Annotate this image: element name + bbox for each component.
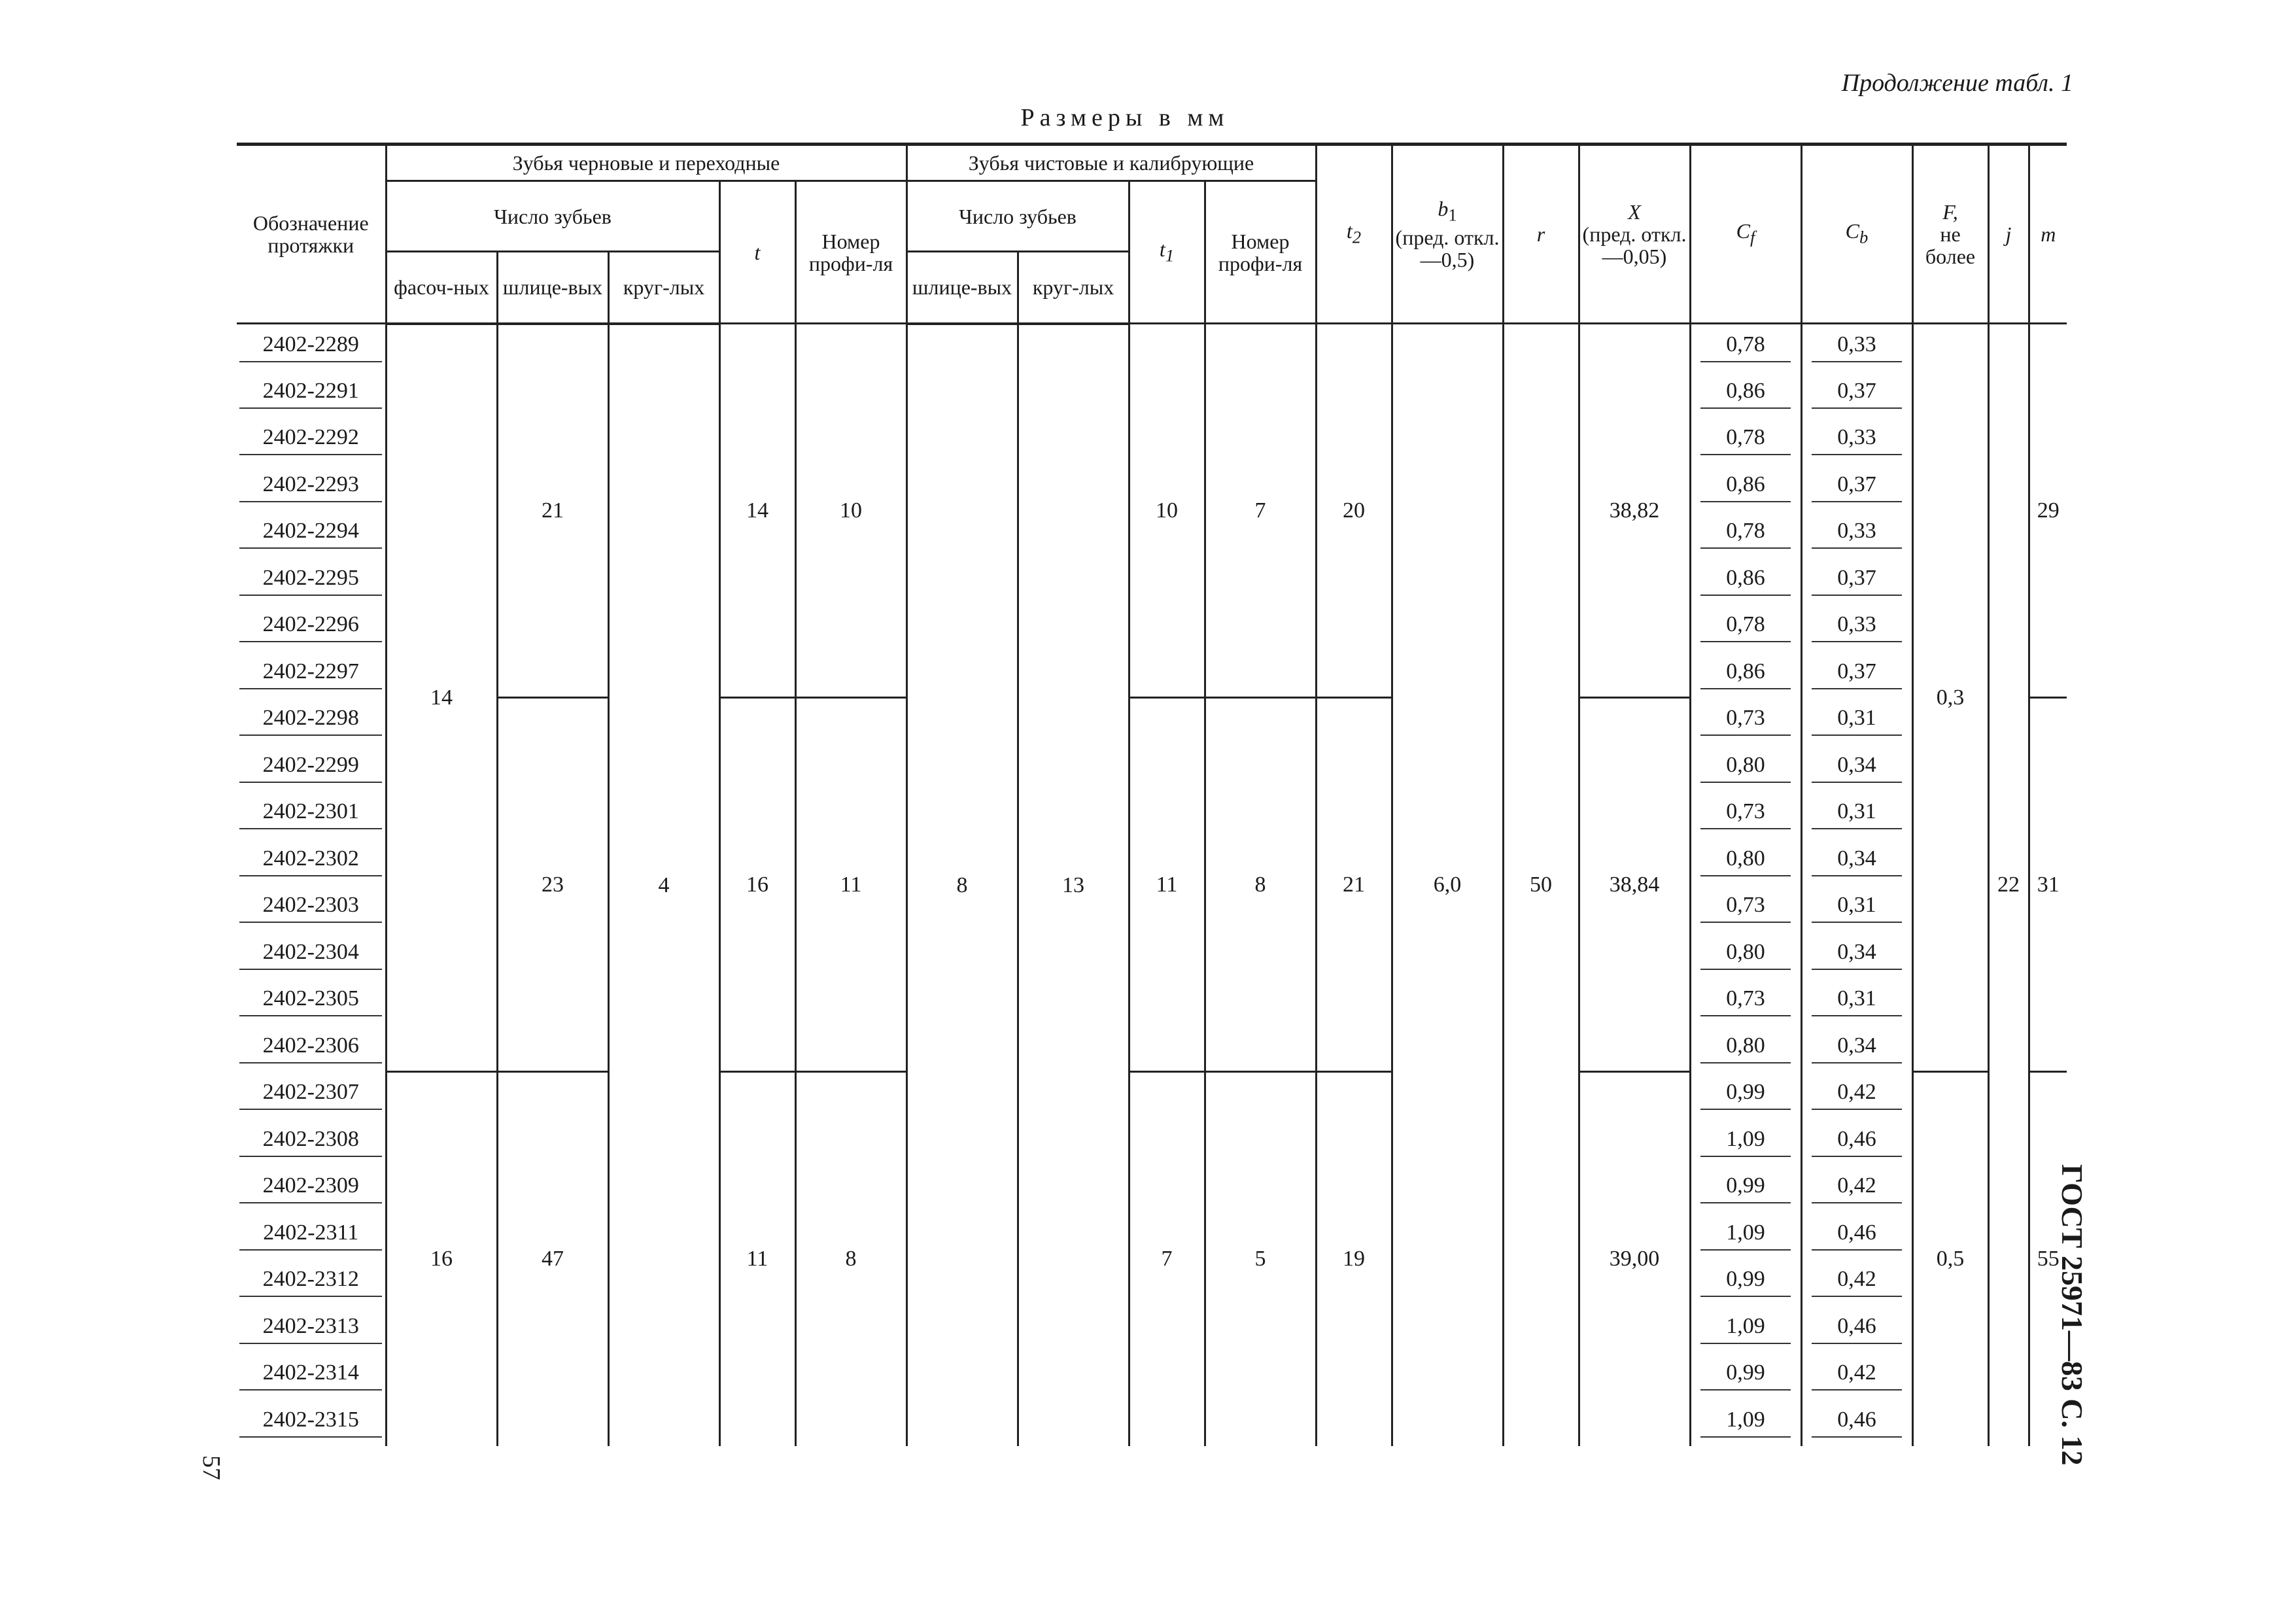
profile-finish-g2: 8 [1205, 698, 1316, 1072]
row-designation: 2402-2291 [237, 370, 386, 417]
row-cf: 0,86 [1690, 651, 1801, 698]
row-cb: 0,34 [1801, 744, 1912, 791]
row-cf: 0,80 [1690, 931, 1801, 978]
col-profile-finish: Номер профи-ля [1205, 181, 1316, 324]
row-cb: 0,33 [1801, 417, 1912, 464]
col-finish-group: Зубья чистовые и калибрующие [906, 145, 1316, 181]
row-cb: 0,31 [1801, 791, 1912, 838]
row-cf: 0,99 [1690, 1259, 1801, 1306]
row-cb: 0,37 [1801, 370, 1912, 417]
row-designation: 2402-2305 [237, 978, 386, 1026]
row-designation: 2402-2293 [237, 464, 386, 511]
round-finish-all: 13 [1018, 324, 1129, 1446]
chamfer-g12: 14 [386, 324, 497, 1072]
row-cb: 0,31 [1801, 885, 1912, 932]
col-spline-finish: шлице-вых [906, 252, 1018, 324]
row-designation: 2402-2292 [237, 417, 386, 464]
row-cf: 0,99 [1690, 1072, 1801, 1119]
row-cf: 0,80 [1690, 838, 1801, 885]
spline-finish-all: 8 [906, 324, 1018, 1446]
continuation-note: Продолжение табл. 1 [1841, 69, 2073, 97]
row-designation: 2402-2294 [237, 511, 386, 558]
row-cb: 0,42 [1801, 1166, 1912, 1213]
f-g3: 0,5 [1912, 1072, 1988, 1446]
col-cf: $C_f$ [1690, 145, 1801, 324]
col-cb: $C_b$ [1801, 145, 1912, 324]
table-row [237, 698, 2067, 745]
col-j: j [1988, 145, 2029, 324]
row-designation: 2402-2312 [237, 1259, 386, 1306]
row-cb: 0,42 [1801, 1072, 1912, 1119]
col-teeth-count: Число зубьев [386, 181, 719, 252]
table-row [237, 1072, 2067, 1119]
row-cf: 0,86 [1690, 370, 1801, 417]
x-g2: 38,84 [1579, 698, 1690, 1072]
row-designation: 2402-2313 [237, 1305, 386, 1353]
col-rough-group: Зубья черновые и переходные [386, 145, 906, 181]
table-row [237, 324, 2067, 371]
col-spline: шлице-вых [497, 252, 608, 324]
row-cb: 0,42 [1801, 1259, 1912, 1306]
row-cf: 1,09 [1690, 1212, 1801, 1259]
row-designation: 2402-2302 [237, 838, 386, 885]
row-designation: 2402-2303 [237, 885, 386, 932]
profile-g3: 8 [795, 1072, 906, 1446]
row-cb: 0,42 [1801, 1353, 1912, 1400]
col-x: X (пред. откл. —0,05) [1579, 145, 1690, 324]
page-number: 57 [198, 1455, 225, 1480]
row-cf: 0,86 [1690, 557, 1801, 604]
row-cf: 0,99 [1690, 1166, 1801, 1213]
row-cf: 0,73 [1690, 885, 1801, 932]
row-cb: 0,46 [1801, 1212, 1912, 1259]
t1-g2: 11 [1129, 698, 1205, 1072]
col-t: t [719, 181, 795, 324]
row-cb: 0,37 [1801, 651, 1912, 698]
m-g3: 55 [2029, 1072, 2067, 1446]
row-designation: 2402-2306 [237, 1025, 386, 1072]
m-g1: 29 [2029, 324, 2067, 698]
col-round: круг-лых [608, 252, 719, 324]
row-cf: 0,78 [1690, 511, 1801, 558]
x-g3: 39,00 [1579, 1072, 1690, 1446]
row-designation: 2402-2311 [237, 1212, 386, 1259]
row-cb: 0,46 [1801, 1305, 1912, 1353]
col-f: F, не более [1912, 145, 1988, 324]
row-cf: 1,09 [1690, 1305, 1801, 1353]
t1-g1: 10 [1129, 324, 1205, 698]
chamfer-g3: 16 [386, 1072, 497, 1446]
t-g1: 14 [719, 324, 795, 698]
row-cb: 0,34 [1801, 1025, 1912, 1072]
row-cf: 0,80 [1690, 1025, 1801, 1072]
col-m: m [2029, 145, 2067, 324]
row-cf: 0,86 [1690, 464, 1801, 511]
spline-g1: 21 [497, 324, 608, 698]
col-profile: Номер профи-ля [795, 181, 906, 324]
t2-g1: 20 [1316, 324, 1392, 698]
row-cb: 0,46 [1801, 1118, 1912, 1166]
col-t1: $t_1$ [1129, 181, 1205, 324]
row-designation: 2402-2297 [237, 651, 386, 698]
t2-g3: 19 [1316, 1072, 1392, 1446]
row-cb: 0,33 [1801, 511, 1912, 558]
t-g3: 11 [719, 1072, 795, 1446]
row-cf: 0,73 [1690, 791, 1801, 838]
row-cb: 0,34 [1801, 931, 1912, 978]
row-designation: 2402-2295 [237, 557, 386, 604]
row-cf: 1,09 [1690, 1399, 1801, 1446]
row-designation: 2402-2304 [237, 931, 386, 978]
f-g12: 0,3 [1912, 324, 1988, 1072]
row-designation: 2402-2314 [237, 1353, 386, 1400]
round-all: 4 [608, 324, 719, 1446]
col-t2: $t_2$ [1316, 145, 1392, 324]
row-designation: 2402-2308 [237, 1118, 386, 1166]
row-cf: 0,78 [1690, 604, 1801, 651]
row-cf: 1,09 [1690, 1118, 1801, 1166]
spline-g2: 23 [497, 698, 608, 1072]
x-g1: 38,82 [1579, 324, 1690, 698]
row-designation: 2402-2298 [237, 698, 386, 745]
row-cf: 0,73 [1690, 698, 1801, 745]
row-cb: 0,31 [1801, 698, 1912, 745]
row-cb: 0,33 [1801, 324, 1912, 371]
row-designation: 2402-2289 [237, 324, 386, 371]
r-all: 50 [1503, 324, 1579, 1446]
row-cf: 0,78 [1690, 417, 1801, 464]
row-cf: 0,73 [1690, 978, 1801, 1026]
t1-g3: 7 [1129, 1072, 1205, 1446]
spline-g3: 47 [497, 1072, 608, 1446]
row-designation: 2402-2315 [237, 1399, 386, 1446]
col-chamfer: фасоч-ных [386, 252, 497, 324]
row-cb: 0,46 [1801, 1399, 1912, 1446]
row-cb: 0,33 [1801, 604, 1912, 651]
m-g2: 31 [2029, 698, 2067, 1072]
row-cb: 0,34 [1801, 838, 1912, 885]
units-title: Размеры в мм [1020, 104, 1230, 131]
col-r: r [1503, 145, 1579, 324]
row-cf: 0,78 [1690, 324, 1801, 371]
row-designation: 2402-2299 [237, 744, 386, 791]
row-designation: 2402-2301 [237, 791, 386, 838]
row-designation: 2402-2307 [237, 1072, 386, 1119]
t2-g2: 21 [1316, 698, 1392, 1072]
col-teeth-count-finish: Число зубьев [906, 181, 1129, 252]
t-g2: 16 [719, 698, 795, 1072]
b1-all: 6,0 [1392, 324, 1503, 1446]
row-cb: 0,37 [1801, 464, 1912, 511]
profile-finish-g1: 7 [1205, 324, 1316, 698]
row-cb: 0,31 [1801, 978, 1912, 1026]
row-cb: 0,37 [1801, 557, 1912, 604]
j-all: 22 [1988, 324, 2029, 1446]
profile-g1: 10 [795, 324, 906, 698]
profile-g2: 11 [795, 698, 906, 1072]
gost-label: ГОСТ 25971—83 С. 12 [2056, 1164, 2089, 1466]
col-round-finish: круг-лых [1018, 252, 1129, 324]
broach-table [237, 143, 2067, 1446]
row-designation: 2402-2296 [237, 604, 386, 651]
row-cf: 0,80 [1690, 744, 1801, 791]
row-designation: 2402-2309 [237, 1166, 386, 1213]
row-cf: 0,99 [1690, 1353, 1801, 1400]
col-b1: $b_1$ (пред. откл. —0,5) [1392, 145, 1503, 324]
profile-finish-g3: 5 [1205, 1072, 1316, 1446]
col-designation: Обозначение протяжки [237, 145, 386, 324]
